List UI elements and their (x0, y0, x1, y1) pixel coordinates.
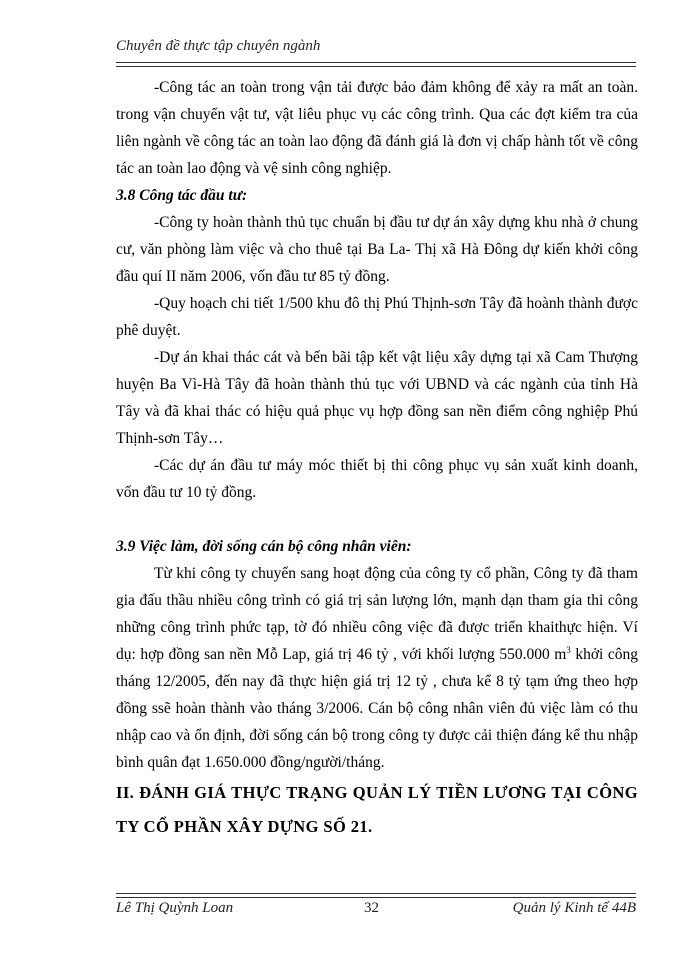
section-heading-3-8: 3.8 Công tác đầu tư: (116, 187, 248, 204)
header-title: Chuyên đề thực tập chuyên ngành (116, 38, 321, 54)
superscript-3: 3 (566, 644, 571, 655)
header-divider (116, 62, 636, 67)
page-number: 32 (364, 900, 379, 916)
page-header (116, 38, 636, 55)
document-body (116, 74, 638, 844)
chapter-heading-ii: II. ĐÁNH GIÁ THỰC TRẠNG QUẢN LÝ TIỀN LƯƠNG TẠI CÔNG TY CỔ PHẦN XÂY DỰNG SỐ 21. (116, 783, 638, 836)
footer-divider (116, 893, 636, 898)
section-heading-3-9: 3.9 Việc làm, đời sống cán bộ công nhân viên: (116, 538, 412, 555)
paragraph-employment (116, 560, 638, 776)
paragraph-safety: -Công tác an toàn trong vận tải được bảo đảm không để xảy ra mất an toàn. trong vận chuyển vật tư, vật liêu phục vụ các công trình. Qua các đợt kiểm tra của liên ngành về công tác an toàn lao động đã đánh giá là đơn vị chấp hành tốt về công tác an toàn lao động và vệ sinh công nghiệp. (116, 79, 638, 177)
employment-text-part2: khởi công tháng 12/2005, đến nay đã thực hiện giá trị 12 tỷ , chưa kể 8 tỷ tạm ứng theo hợp đồng ssẽ hoàn thành vào tháng 3/2006. Cán bộ công nhân viên đủ việc làm có thu nhập cao và ổn định, đời sống cán bộ trong công ty được cải thiện đáng kể thu nhập bình quân đạt 1.650.000 đồng/người/tháng. (116, 646, 638, 771)
employment-text-part1: Từ khi công ty chuyển sang hoạt động của công ty cổ phần, Công ty đã tham gia đấu thầu nhiều công trình có giá trị sản lượng lớn, mạnh dạn tham gia thi công những công trình phức tạp, tờ đó nhiều công việc đã được triển khaithực hiện. Ví dụ: hợp đồng san nền Mỗ Lap, giá trị 46 tỷ , với khối lượng 550.000 m (116, 565, 638, 663)
paragraph-planning: -Quy hoạch chi tiết 1/500 khu đô thị Phú Thịnh-sơn Tây đã hoành thành được phê duyệt. (116, 295, 638, 339)
footer-author: Lê Thị Quỳnh Loan (116, 900, 234, 916)
paragraph-equipment: -Các dự án đầu tư máy móc thiết bị thi công phục vụ sản xuất kinh doanh, vốn đầu tư 10 tỷ đồng. (116, 457, 638, 501)
footer-course: Quản lý Kinh tế 44B (512, 900, 636, 916)
paragraph-sand-mining: -Dự án khai thác cát và bến bãi tập kết vật liệu xây dựng tại xã Cam Thượng huyện Ba Vì-Hà Tây đã hoàn thành thủ tục với UBND và các ngành của tỉnh Hà Tây và đã khai thác có hiệu quả phục vụ hợp đồng san nền điểm công nghiệp Phú Thịnh-sơn Tây… (116, 349, 638, 447)
paragraph-investment-project: -Công ty hoàn thành thủ tục chuẩn bị đầu tư dự án xây dựng khu nhà ở chung cư, văn phòng làm việc và cho thuê tại Ba La- Thị xã Hà Đông dự kiến khởi công đầu quí II năm 2006, vốn đầu tư 85 tỷ đồng. (116, 214, 638, 285)
